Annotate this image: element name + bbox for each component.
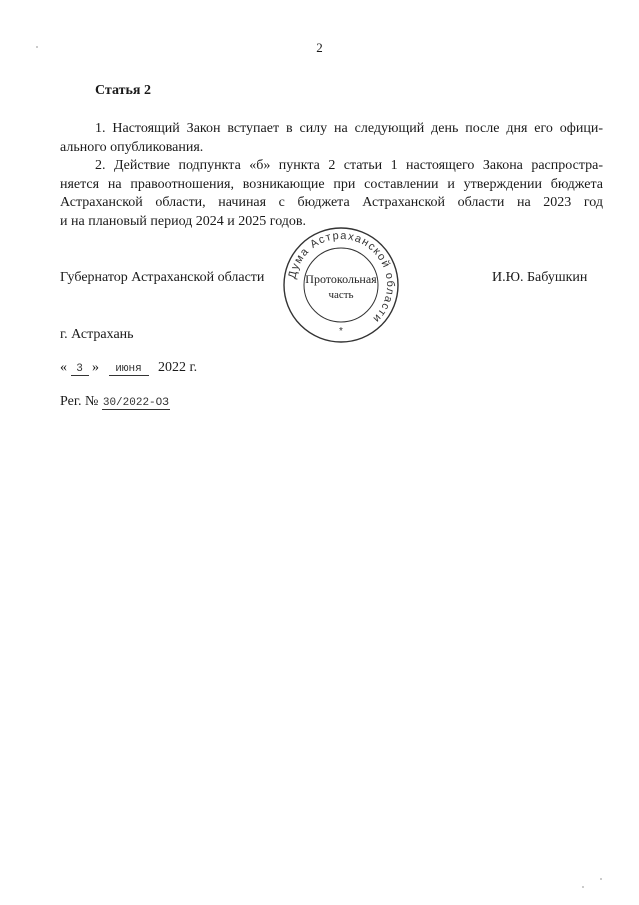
date-month: июня xyxy=(109,363,149,376)
city: г. Астрахань xyxy=(60,327,134,342)
paragraph-1 xyxy=(60,120,603,157)
paragraph-2-line: и на плановый период 2024 и 2025 годов. xyxy=(60,213,307,229)
registration-label: Рег. № xyxy=(60,394,99,409)
official-seal-stamp xyxy=(281,225,401,345)
seal-center-line2: часть xyxy=(328,289,354,301)
paragraph-2-line: няется на правоотношения, возникающие при составлении и утверждении бюджета xyxy=(60,176,603,192)
registration-line xyxy=(60,394,170,410)
signing-date xyxy=(60,360,197,376)
seal-ring-text: Дума Астраханской области xyxy=(286,229,397,326)
seal-star: * xyxy=(339,326,343,337)
paragraph-2-line: Астраханской области, начиная с бюджета Астраханской области на 2023 год xyxy=(60,195,603,210)
article-heading: Статья 2 xyxy=(95,83,151,98)
paragraph-1-line: ального опубликования. xyxy=(60,139,204,155)
registration-number: 30/2022-ОЗ xyxy=(102,397,169,409)
seal-center-line1: Протокольная xyxy=(305,272,377,286)
scan-speck xyxy=(600,878,602,880)
date-year: 2022 г. xyxy=(158,360,198,375)
page-number: 2 xyxy=(316,40,323,55)
signatory-position: Губернатор Астраханской области xyxy=(60,270,265,285)
date-day: 3 xyxy=(71,363,89,376)
paragraph-2-line: 2. Действие подпункта «б» пункта 2 статьи 1 настоящего Закона распростра- xyxy=(95,158,603,173)
paragraph-1-line: 1. Настоящий Закон вступает в силу на следующий день после дня его офици- xyxy=(95,121,603,136)
signatory-name: И.Ю. Бабушкин xyxy=(492,270,588,285)
date-open-quote: « xyxy=(60,360,67,375)
scan-speck xyxy=(582,886,584,888)
paragraph-2 xyxy=(60,157,603,231)
scan-speck xyxy=(36,46,38,48)
date-close-quote: » xyxy=(92,360,99,375)
